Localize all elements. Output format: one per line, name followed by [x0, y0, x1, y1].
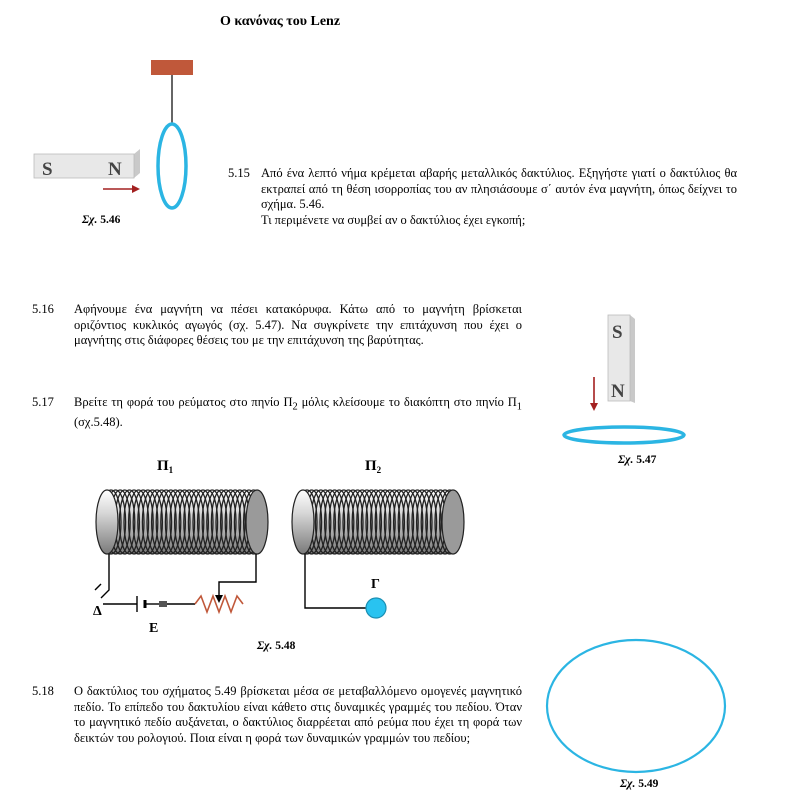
problem-number-5-16: 5.16	[32, 302, 54, 316]
galvanometer	[366, 598, 386, 618]
problem-text-5-17: Βρείτε τη φορά του ρεύματος στο πηνίο $\Pi_2$ μόλις κλείσουμε το διακόπτη στο πηνίο $\Pi_1$ (σχ.5.48).	[74, 395, 522, 429]
fall-arrow-head	[590, 403, 598, 411]
pole-n-label: N	[611, 381, 625, 402]
problem-number-5-15: 5.15	[228, 166, 250, 180]
ceiling-mount	[151, 60, 193, 75]
problem-text-5-16: Αφήνουμε ένα μαγνήτη να πέσει κατακόρυφα. Κάτω από το μαγνήτη βρίσκεται οριζόντιος κυκλικός αγωγός (σχ. 5.47). Να συγκρίνετε την επιτάχυνση που έχει ο μαγνήτης στις διάφορες θέσεις του με την επιτάχυνση της βαρύτητας.	[74, 302, 522, 347]
problem-text-5-18: Ο δακτύλιος του σχήματος 5.49 βρίσκεται μέσα σε μεταβαλλόμενο ομογενές μαγνητικό πεδίο. Το επίπεδο του δακτυλίου είναι κάθετο στις δυναμικές γραμμές του πεδίου. Όταν το μαγνητικό πεδίο αυξάνεται, ο δακτύλιος διαρρέεται από ρεύμα που έχει τη φορά των δεικτών του ρολογιού. Ποια είναι η φορά των δυναμικών γραμμών του πεδίου;	[74, 684, 522, 745]
circuit-p2	[305, 554, 367, 608]
rheostat-slider-arrow	[215, 595, 223, 603]
galvanometer-label: Γ	[371, 577, 380, 592]
coil-label-p1: $\Pi_1$	[157, 458, 174, 475]
problem-number-5-17: 5.17	[32, 395, 54, 409]
motion-arrow-head	[132, 185, 140, 193]
caption-5-48: Σχ. 5.48	[257, 640, 296, 652]
battery-label: Ε	[149, 621, 159, 636]
figure-5-48	[85, 450, 485, 640]
pole-s-label: S	[612, 322, 623, 343]
coil-label-p2: $\Pi_2$	[365, 458, 382, 475]
caption-5-47: Σχ. 5.47	[618, 454, 657, 466]
ring-5-49	[547, 640, 725, 772]
battery-terminal	[159, 601, 167, 607]
switch-label: Δ	[93, 604, 102, 619]
caption-5-46: Σχ. 5.46	[82, 214, 121, 226]
coil-p2	[292, 490, 464, 554]
metal-ring	[158, 124, 186, 208]
problem-text-5-15: Από ένα λεπτό νήμα κρέμεται αβαρής μεταλλικός δακτύλιος. Εξηγήστε γιατί ο δακτύλιος θα εκτραπεί από τη θέση ισορροπίας του αν πλησιάσουμε σ΄ αυτόν ένα μαγνήτη, όπως δείχνει το σχήμα. 5.46. Τι περιμένετε να συμβεί αν ο δακτύλιος έχει εγκοπή;	[261, 166, 737, 227]
caption-5-49: Σχ. 5.49	[620, 778, 659, 790]
figure-5-49	[540, 636, 740, 776]
pole-n-label: N	[108, 159, 122, 180]
page-title: Ο κανόνας του Lenz	[219, 14, 341, 29]
circuit-p1	[95, 554, 256, 612]
coil-p1	[96, 490, 268, 554]
figure-5-47	[550, 305, 700, 455]
problem-number-5-18: 5.18	[32, 684, 54, 698]
circular-conductor	[564, 427, 684, 443]
pole-s-label: S	[42, 159, 53, 180]
